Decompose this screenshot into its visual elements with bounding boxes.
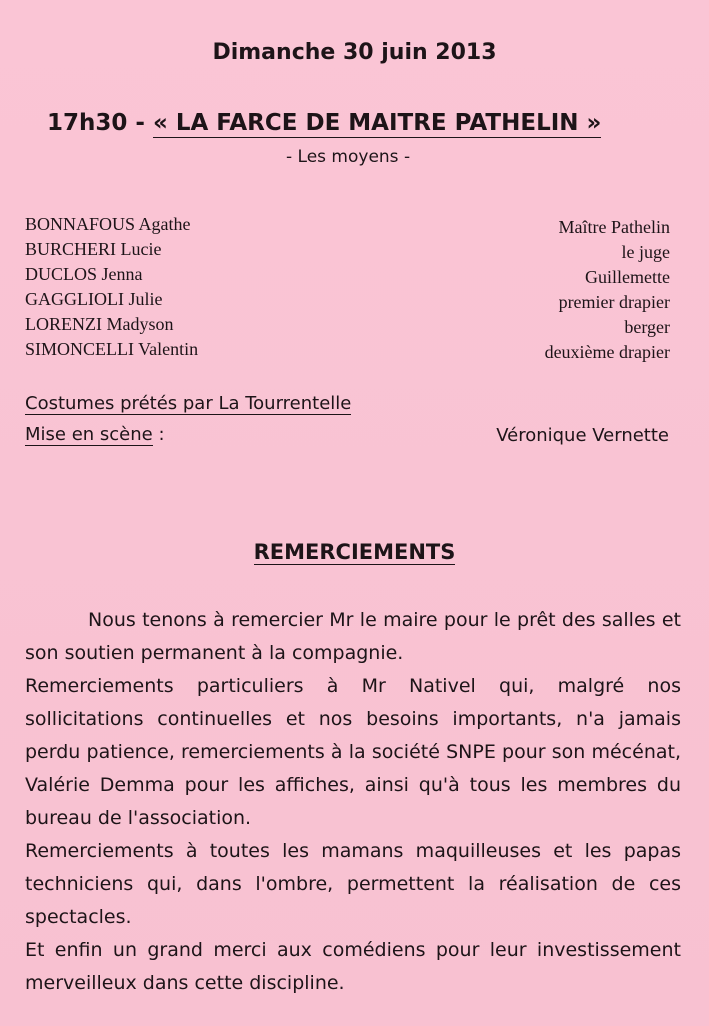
cast-names-list [25, 212, 198, 362]
title-separator: - [135, 110, 145, 136]
thanks-heading [0, 540, 709, 564]
cast-name: GAGGLIOLI Julie [25, 289, 163, 309]
troupe-group: - Les moyens - [286, 147, 411, 167]
direction-credit [25, 424, 165, 445]
direction-label: Mise en scène [25, 424, 153, 445]
costumes-credit-text: Costumes prétés par La Tourrentelle [25, 393, 352, 414]
cast-roles-list [545, 215, 670, 365]
cast-role: premier drapier [558, 292, 670, 312]
cast-role: Guillemette [585, 267, 670, 287]
thanks-heading-text: REMERCIEMENTS [253, 540, 456, 564]
performance-line [47, 110, 601, 136]
direction-value: Véronique Vernette [496, 425, 669, 446]
thanks-body [25, 604, 681, 1000]
cast-name: SIMONCELLI Valentin [25, 339, 199, 359]
cast-name: BONNAFOUS Agathe [25, 214, 191, 234]
costumes-credit [25, 393, 351, 414]
thanks-paragraph: Nous tenons à remercier Mr le maire pour le prêt des salles et son soutien permanent à la compagnie. [25, 609, 681, 664]
thanks-paragraph: Remerciements à toutes les mamans maquilleuses et les papas techniciens qui, dans l'ombre, permettent la réalisation de ces spectacles. [25, 840, 681, 928]
play-title: « LA FARCE DE MAITRE PATHELIN » [152, 110, 602, 136]
cast-role: Maître Pathelin [558, 217, 670, 237]
cast-role: le juge [621, 242, 670, 262]
cast-role: berger [624, 317, 670, 337]
cast-role: deuxième drapier [544, 342, 670, 362]
performance-date: Dimanche 30 juin 2013 [212, 40, 497, 65]
thanks-paragraph: Remerciements particuliers à Mr Nativel qui, malgré nos sollicitations continuelles et nos besoins importants, n'a jamais perdu patience, remerciements à la société SNPE pour son mécénat, Valérie Demma pour les affiches, ainsi qu'à tous les membres du bureau de l'association. [25, 675, 681, 829]
performance-time: 17h30 [47, 110, 128, 136]
cast-name: LORENZI Madyson [25, 314, 174, 334]
thanks-paragraph: Et enfin un grand merci aux comédiens pour leur investissement merveilleux dans cette discipline. [25, 939, 681, 994]
cast-name: BURCHERI Lucie [25, 239, 162, 259]
direction-colon: : [152, 424, 165, 445]
cast-name: DUCLOS Jenna [25, 264, 143, 284]
